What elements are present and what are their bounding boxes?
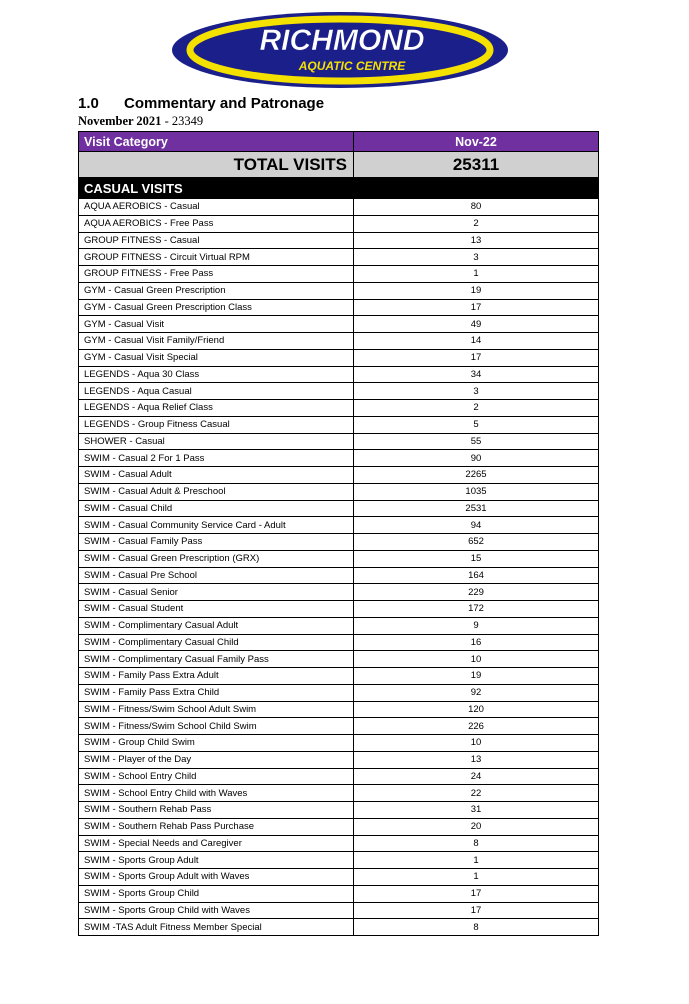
row-label: SWIM - School Entry Child bbox=[79, 768, 354, 785]
table-row bbox=[79, 249, 599, 266]
row-value: 17 bbox=[354, 885, 599, 902]
row-label: SWIM - Casual 2 For 1 Pass bbox=[79, 450, 354, 467]
row-label: SWIM - Casual Pre School bbox=[79, 567, 354, 584]
row-label: LEGENDS - Aqua Relief Class bbox=[79, 400, 354, 417]
row-label: SWIM - Sports Group Adult bbox=[79, 852, 354, 869]
section-heading bbox=[78, 95, 324, 112]
row-value: 17 bbox=[354, 349, 599, 366]
row-value: 80 bbox=[354, 199, 599, 216]
table-row bbox=[79, 869, 599, 886]
total-visits-label: TOTAL VISITS bbox=[79, 152, 354, 178]
table-row bbox=[79, 400, 599, 417]
row-value: 1035 bbox=[354, 483, 599, 500]
table-row bbox=[79, 885, 599, 902]
table-row bbox=[79, 584, 599, 601]
row-value: 2 bbox=[354, 400, 599, 417]
section-number: 1.0 bbox=[78, 95, 99, 112]
table-row bbox=[79, 266, 599, 283]
row-value: 2265 bbox=[354, 467, 599, 484]
row-label: AQUA AEROBICS - Free Pass bbox=[79, 215, 354, 232]
row-label: SWIM - Player of the Day bbox=[79, 751, 354, 768]
row-value: 5 bbox=[354, 416, 599, 433]
row-value: 24 bbox=[354, 768, 599, 785]
row-value: 94 bbox=[354, 517, 599, 534]
table-row bbox=[79, 852, 599, 869]
row-label: SWIM - Fitness/Swim School Adult Swim bbox=[79, 701, 354, 718]
table-row bbox=[79, 333, 599, 350]
total-visits-value: 25311 bbox=[354, 152, 599, 178]
row-label: SWIM - Complimentary Casual Family Pass bbox=[79, 651, 354, 668]
row-value: 9 bbox=[354, 617, 599, 634]
row-label: GYM - Casual Visit bbox=[79, 316, 354, 333]
row-value: 8 bbox=[354, 919, 599, 936]
table-row bbox=[79, 902, 599, 919]
row-label: SWIM - Casual Child bbox=[79, 500, 354, 517]
row-label: LEGENDS - Aqua Casual bbox=[79, 383, 354, 400]
table-row bbox=[79, 785, 599, 802]
table-row bbox=[79, 282, 599, 299]
row-value: 55 bbox=[354, 433, 599, 450]
table-row bbox=[79, 316, 599, 333]
table-row bbox=[79, 835, 599, 852]
row-label: SWIM - Fitness/Swim School Child Swim bbox=[79, 718, 354, 735]
table-header-row bbox=[79, 132, 599, 152]
row-label: SWIM - Group Child Swim bbox=[79, 735, 354, 752]
header-category: Visit Category bbox=[79, 132, 354, 152]
row-value: 10 bbox=[354, 651, 599, 668]
row-label: SWIM - Complimentary Casual Child bbox=[79, 634, 354, 651]
row-label: SWIM - Casual Student bbox=[79, 601, 354, 618]
row-label: GYM - Casual Green Prescription Class bbox=[79, 299, 354, 316]
row-value: 20 bbox=[354, 818, 599, 835]
table-row bbox=[79, 349, 599, 366]
row-label: GROUP FITNESS - Casual bbox=[79, 232, 354, 249]
table-row bbox=[79, 718, 599, 735]
table-row bbox=[79, 467, 599, 484]
table-row bbox=[79, 215, 599, 232]
row-label: SWIM - School Entry Child with Waves bbox=[79, 785, 354, 802]
subheading bbox=[78, 114, 203, 129]
table-row bbox=[79, 919, 599, 936]
table-row bbox=[79, 517, 599, 534]
row-label: SWIM - Casual Green Prescription (GRX) bbox=[79, 550, 354, 567]
row-value: 172 bbox=[354, 601, 599, 618]
row-label: GROUP FITNESS - Circuit Virtual RPM bbox=[79, 249, 354, 266]
table-row bbox=[79, 299, 599, 316]
section-empty-cell bbox=[354, 178, 599, 199]
table-row bbox=[79, 818, 599, 835]
row-label: LEGENDS - Group Fitness Casual bbox=[79, 416, 354, 433]
table-row bbox=[79, 450, 599, 467]
row-label: SWIM -TAS Adult Fitness Member Special bbox=[79, 919, 354, 936]
row-label: SWIM - Special Needs and Caregiver bbox=[79, 835, 354, 852]
row-value: 90 bbox=[354, 450, 599, 467]
table-row bbox=[79, 483, 599, 500]
row-label: SWIM - Family Pass Extra Child bbox=[79, 684, 354, 701]
row-label: SWIM - Southern Rehab Pass Purchase bbox=[79, 818, 354, 835]
row-value: 22 bbox=[354, 785, 599, 802]
row-label: GROUP FITNESS - Free Pass bbox=[79, 266, 354, 283]
row-value: 164 bbox=[354, 567, 599, 584]
row-value: 229 bbox=[354, 584, 599, 601]
logo-name: RICHMOND bbox=[259, 24, 425, 57]
row-value: 15 bbox=[354, 550, 599, 567]
total-visits-row bbox=[79, 152, 599, 178]
table-row bbox=[79, 550, 599, 567]
table-row bbox=[79, 416, 599, 433]
row-value: 14 bbox=[354, 333, 599, 350]
row-value: 19 bbox=[354, 282, 599, 299]
row-value: 1 bbox=[354, 266, 599, 283]
table-row bbox=[79, 802, 599, 819]
row-value: 1 bbox=[354, 869, 599, 886]
subheading-value: 23349 bbox=[171, 114, 204, 128]
row-value: 2531 bbox=[354, 500, 599, 517]
row-label: SWIM - Sports Group Child bbox=[79, 885, 354, 902]
table-row bbox=[79, 701, 599, 718]
row-value: 34 bbox=[354, 366, 599, 383]
table-row bbox=[79, 634, 599, 651]
row-label: SWIM - Casual Adult bbox=[79, 467, 354, 484]
row-value: 13 bbox=[354, 232, 599, 249]
table-row bbox=[79, 383, 599, 400]
table-row bbox=[79, 768, 599, 785]
visits-table bbox=[78, 131, 599, 936]
table-row bbox=[79, 668, 599, 685]
row-value: 13 bbox=[354, 751, 599, 768]
row-label: SWIM - Casual Adult & Preschool bbox=[79, 483, 354, 500]
table-row bbox=[79, 735, 599, 752]
row-label: AQUA AEROBICS - Casual bbox=[79, 199, 354, 216]
row-label: SWIM - Family Pass Extra Adult bbox=[79, 668, 354, 685]
row-label: SWIM - Casual Family Pass bbox=[79, 534, 354, 551]
row-label: SWIM - Complimentary Casual Adult bbox=[79, 617, 354, 634]
row-label: SWIM - Sports Group Child with Waves bbox=[79, 902, 354, 919]
table-row bbox=[79, 601, 599, 618]
richmond-aquatic-centre-logo bbox=[170, 10, 510, 90]
row-value: 17 bbox=[354, 299, 599, 316]
row-value: 2 bbox=[354, 215, 599, 232]
section-title: Commentary and Patronage bbox=[124, 95, 325, 112]
table-row bbox=[79, 751, 599, 768]
row-label: GYM - Casual Visit Family/Friend bbox=[79, 333, 354, 350]
row-value: 1 bbox=[354, 852, 599, 869]
row-value: 226 bbox=[354, 718, 599, 735]
row-value: 10 bbox=[354, 735, 599, 752]
table-row bbox=[79, 500, 599, 517]
row-value: 19 bbox=[354, 668, 599, 685]
table-row bbox=[79, 617, 599, 634]
row-value: 8 bbox=[354, 835, 599, 852]
table-row bbox=[79, 684, 599, 701]
table-row bbox=[79, 232, 599, 249]
row-label: SWIM - Casual Senior bbox=[79, 584, 354, 601]
row-value: 92 bbox=[354, 684, 599, 701]
table-row bbox=[79, 534, 599, 551]
row-value: 120 bbox=[354, 701, 599, 718]
table-row bbox=[79, 651, 599, 668]
table-row bbox=[79, 433, 599, 450]
row-label: SWIM - Sports Group Adult with Waves bbox=[79, 869, 354, 886]
row-value: 31 bbox=[354, 802, 599, 819]
row-value: 16 bbox=[354, 634, 599, 651]
row-value: 3 bbox=[354, 383, 599, 400]
subheading-separator: - bbox=[161, 114, 172, 128]
section-row bbox=[79, 178, 599, 199]
row-label: LEGENDS - Aqua 30 Class bbox=[79, 366, 354, 383]
row-label: SHOWER - Casual bbox=[79, 433, 354, 450]
row-value: 652 bbox=[354, 534, 599, 551]
row-value: 49 bbox=[354, 316, 599, 333]
header-period: Nov-22 bbox=[354, 132, 599, 152]
table-row bbox=[79, 567, 599, 584]
logo-subtitle: AQUATIC CENTRE bbox=[298, 59, 406, 73]
casual-visits-label: CASUAL VISITS bbox=[79, 178, 354, 199]
row-label: SWIM - Casual Community Service Card - Adult bbox=[79, 517, 354, 534]
row-label: SWIM - Southern Rehab Pass bbox=[79, 802, 354, 819]
row-value: 17 bbox=[354, 902, 599, 919]
table-row bbox=[79, 199, 599, 216]
subheading-label: November 2021 bbox=[78, 114, 162, 128]
row-label: GYM - Casual Green Prescription bbox=[79, 282, 354, 299]
table-row bbox=[79, 366, 599, 383]
row-label: GYM - Casual Visit Special bbox=[79, 349, 354, 366]
row-value: 3 bbox=[354, 249, 599, 266]
